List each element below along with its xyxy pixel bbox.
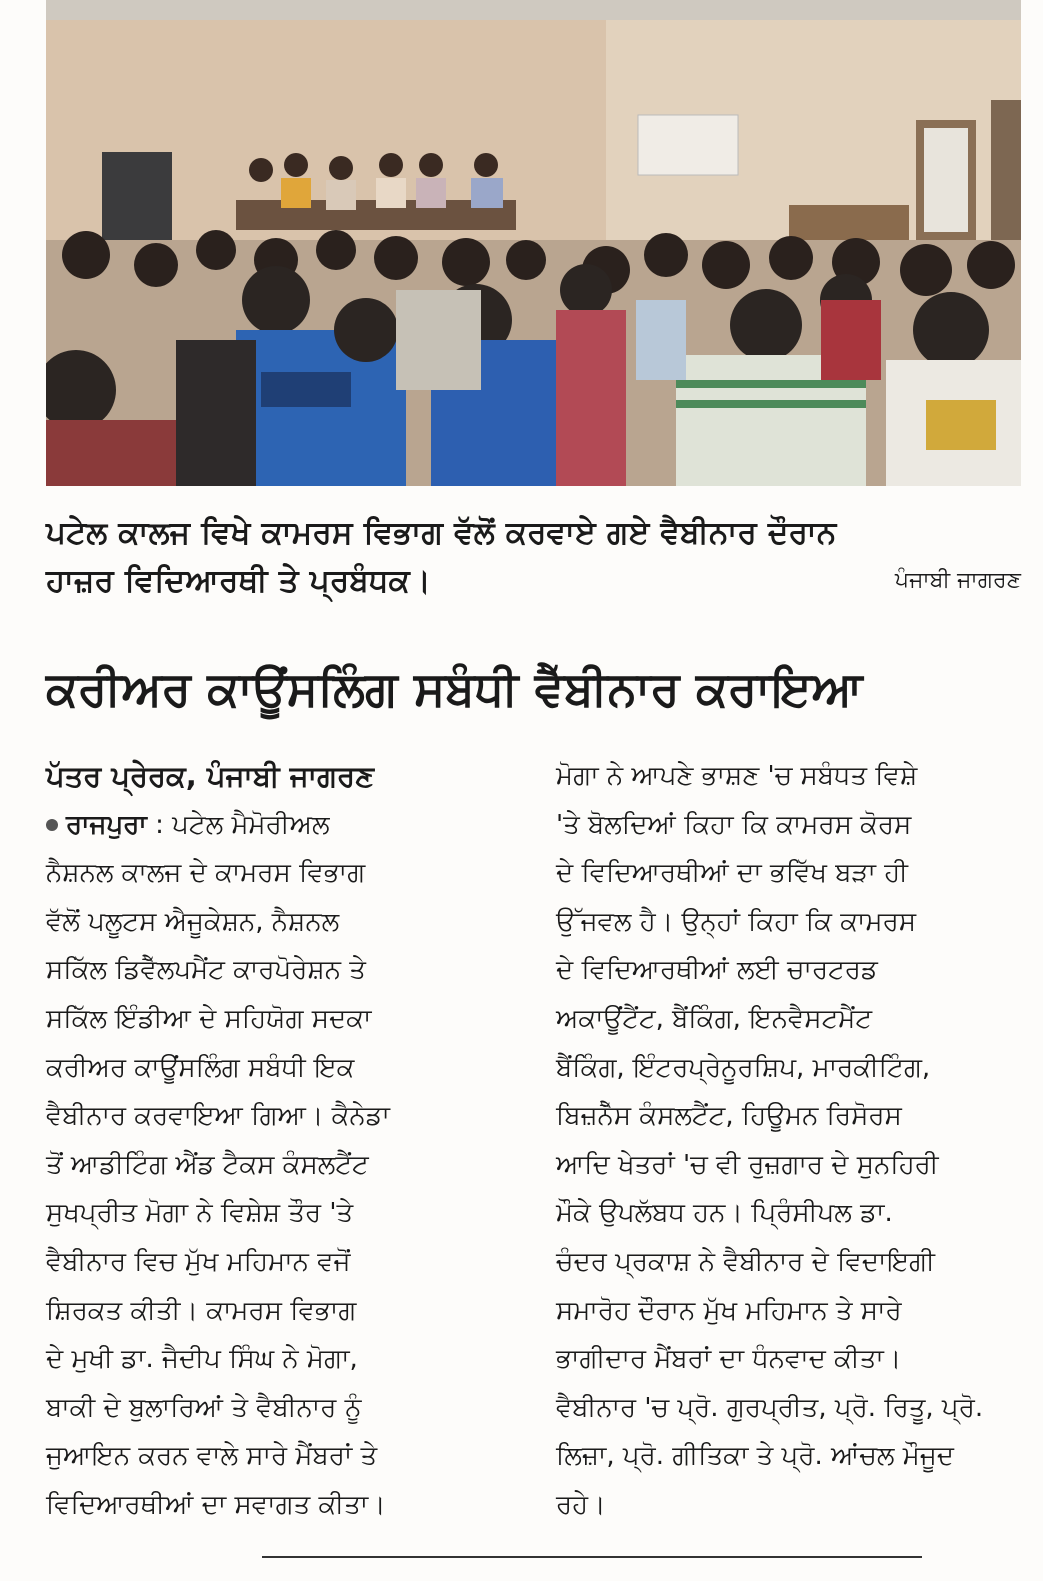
article-line: 'ਤੇ ਬੋਲਦਿਆਂ ਕਿਹਾ ਕਿ ਕਾਮਰਸ ਕੋਰਸ: [556, 809, 912, 840]
classroom-photo-icon: [46, 0, 1021, 486]
article-column-left: [46, 752, 476, 1530]
article-line: ਅਕਾਊਂਟੈਂਟ, ਬੈਂਕਿੰਗ, ਇਨਵੈਸਟਮੈਂਟ: [556, 1003, 873, 1034]
article-line: ਦੇ ਵਿਦਿਆਰਥੀਆਂ ਦਾ ਭਵਿੱਖ ਬੜਾ ਹੀ: [556, 858, 908, 889]
article-line: ਵੈਬੀਨਾਰ 'ਚ ਪ੍ਰੋ. ਗੁਰਪ੍ਰੀਤ, ਪ੍ਰੋ. ਰਿਤੂ, ਪ੍ਰੋ.: [556, 1392, 984, 1423]
bullet-icon: [46, 819, 58, 831]
photo-caption: [46, 509, 1021, 605]
article-line: ਆਦਿ ਖੇਤਰਾਂ 'ਚ ਵੀ ਰੁਜ਼ਗਾਰ ਦੇ ਸੁਨਹਿਰੀ: [556, 1149, 939, 1180]
byline: ਪੱਤਰ ਪ੍ਰੇਰਕ, ਪੰਜਾਬੀ ਜਾਗਰਣ: [46, 759, 375, 793]
caption-line-2: ਹਾਜ਼ਰ ਵਿਦਿਆਰਥੀ ਤੇ ਪ੍ਰਬੰਧਕ।: [46, 563, 432, 599]
article-line: ਵਿਦਿਆਰਥੀਆਂ ਦਾ ਸਵਾਗਤ ਕੀਤਾ।: [46, 1489, 386, 1520]
article-line: ਮੌਕੇ ਉਪਲੱਬਧ ਹਨ। ਪ੍ਰਿੰਸੀਪਲ ਡਾ.: [556, 1198, 893, 1229]
headline: ਕਰੀਅਰ ਕਾਊਂਸਲਿੰਗ ਸਬੰਧੀ ਵੈੱਬੀਨਾਰ ਕਰਾਇਆ: [46, 662, 863, 717]
article-line: ਸਕਿੱਲ ਇੰਡੀਆ ਦੇ ਸਹਿਯੋਗ ਸਦਕਾ: [46, 1003, 372, 1034]
article-line: ਬਿਜ਼ਨੈੱਸ ਕੰਸਲਟੈਂਟ, ਹਿਊਮਨ ਰਿਸੋਰਸ: [556, 1101, 902, 1132]
article-line: ਨੈਸ਼ਨਲ ਕਾਲਜ ਦੇ ਕਾਮਰਸ ਵਿਭਾਗ: [46, 858, 366, 889]
article-line: ਜੁਆਇਨ ਕਰਨ ਵਾਲੇ ਸਾਰੇ ਮੈਂਬਰਾਂ ਤੇ: [46, 1441, 378, 1472]
article-line: ਚੰਦਰ ਪ੍ਰਕਾਸ਼ ਨੇ ਵੈਬੀਨਾਰ ਦੇ ਵਿਦਾਇਗੀ: [556, 1246, 935, 1277]
article-line: : ਪਟੇਲ ਮੈਮੋਰੀਅਲ: [146, 809, 330, 840]
article-line: ਮੋਗਾ ਨੇ ਆਪਣੇ ਭਾਸ਼ਣ 'ਚ ਸਬੰਧਤ ਵਿਸ਼ੇ: [556, 761, 918, 791]
article-line: ਦੇ ਵਿਦਿਆਰਥੀਆਂ ਲਈ ਚਾਰਟਰਡ: [556, 955, 878, 986]
dateline: ਰਾਜਪੁਰਾ: [66, 809, 147, 840]
article-line: ਬਾਕੀ ਦੇ ਬੁਲਾਰਿਆਂ ਤੇ ਵੈਬੀਨਾਰ ਨੂੰ: [46, 1392, 362, 1423]
article-line: ਦੇ ਮੁਖੀ ਡਾ. ਜੈਦੀਪ ਸਿੰਘ ਨੇ ਮੋਗਾ,: [46, 1344, 358, 1375]
article-line: ਸਮਾਰੋਹ ਦੌਰਾਨ ਮੁੱਖ ਮਹਿਮਾਨ ਤੇ ਸਾਰੇ: [556, 1295, 902, 1326]
article-line: ਉੱਜਵਲ ਹੈ। ਉਨ੍ਹਾਂ ਕਿਹਾ ਕਿ ਕਾਮਰਸ: [556, 906, 917, 937]
article-line: ਤੋਂ ਆਡੀਟਿੰਗ ਐਂਡ ਟੈਕਸ ਕੰਸਲਟੈਂਟ: [46, 1149, 369, 1180]
article-line: ਸੁਖਪ੍ਰੀਤ ਮੋਗਾ ਨੇ ਵਿਸ਼ੇਸ਼ ਤੌਰ 'ਤੇ: [46, 1198, 354, 1229]
article-line: ਵੈਬੀਨਾਰ ਕਰਵਾਇਆ ਗਿਆ। ਕੈਨੇਡਾ: [46, 1101, 390, 1132]
article-line: ਸ਼ਿਰਕਤ ਕੀਤੀ। ਕਾਮਰਸ ਵਿਭਾਗ: [46, 1295, 357, 1326]
dateline-line: [46, 801, 476, 850]
article-photo: [46, 0, 1021, 486]
article-line: ਭਾਗੀਦਾਰ ਮੈਂਬਰਾਂ ਦਾ ਧੰਨਵਾਦ ਕੀਤਾ।: [556, 1344, 902, 1375]
article-line: ਲਿਜ਼ਾ, ਪ੍ਰੋ. ਗੀਤਿਕਾ ਤੇ ਪ੍ਰੋ. ਆਂਚਲ ਮੌਜੂਦ: [556, 1441, 955, 1472]
article-line: ਬੈਂਕਿੰਗ, ਇੰਟਰਪ੍ਰੇਨੂਰਸ਼ਿਪ, ਮਾਰਕੀਟਿੰਗ,: [556, 1052, 931, 1083]
article-line: ਕਰੀਅਰ ਕਾਊਂਸਲਿੰਗ ਸਬੰਧੀ ਇਕ: [46, 1052, 355, 1083]
end-rule: [262, 1556, 922, 1558]
article-line: ਸਕਿੱਲ ਡਿਵੈੱਲਪਮੈਂਟ ਕਾਰਪੋਰੇਸ਼ਨ ਤੇ: [46, 955, 366, 986]
article-line: ਰਹੇ।: [556, 1489, 606, 1520]
article-line: ਵੈਬੀਨਾਰ ਵਿਚ ਮੁੱਖ ਮਹਿਮਾਨ ਵਜੋਂ: [46, 1246, 351, 1277]
photo-credit: ਪੰਜਾਬੀ ਜਾਗਰਣ: [894, 568, 1021, 593]
article-column-right: [556, 752, 1026, 1530]
article-line: ਵੱਲੋਂ ਪਲੂਟਸ ਐਜੂਕੇਸ਼ਨ, ਨੈਸ਼ਨਲ: [46, 906, 340, 937]
caption-line-1: ਪਟੇਲ ਕਾਲਜ ਵਿਖੇ ਕਾਮਰਸ ਵਿਭਾਗ ਵੱਲੋਂ ਕਰਵਾਏ ਗਏ ਵੈਬੀਨਾਰ ਦੌਰਾਨ: [46, 515, 837, 551]
